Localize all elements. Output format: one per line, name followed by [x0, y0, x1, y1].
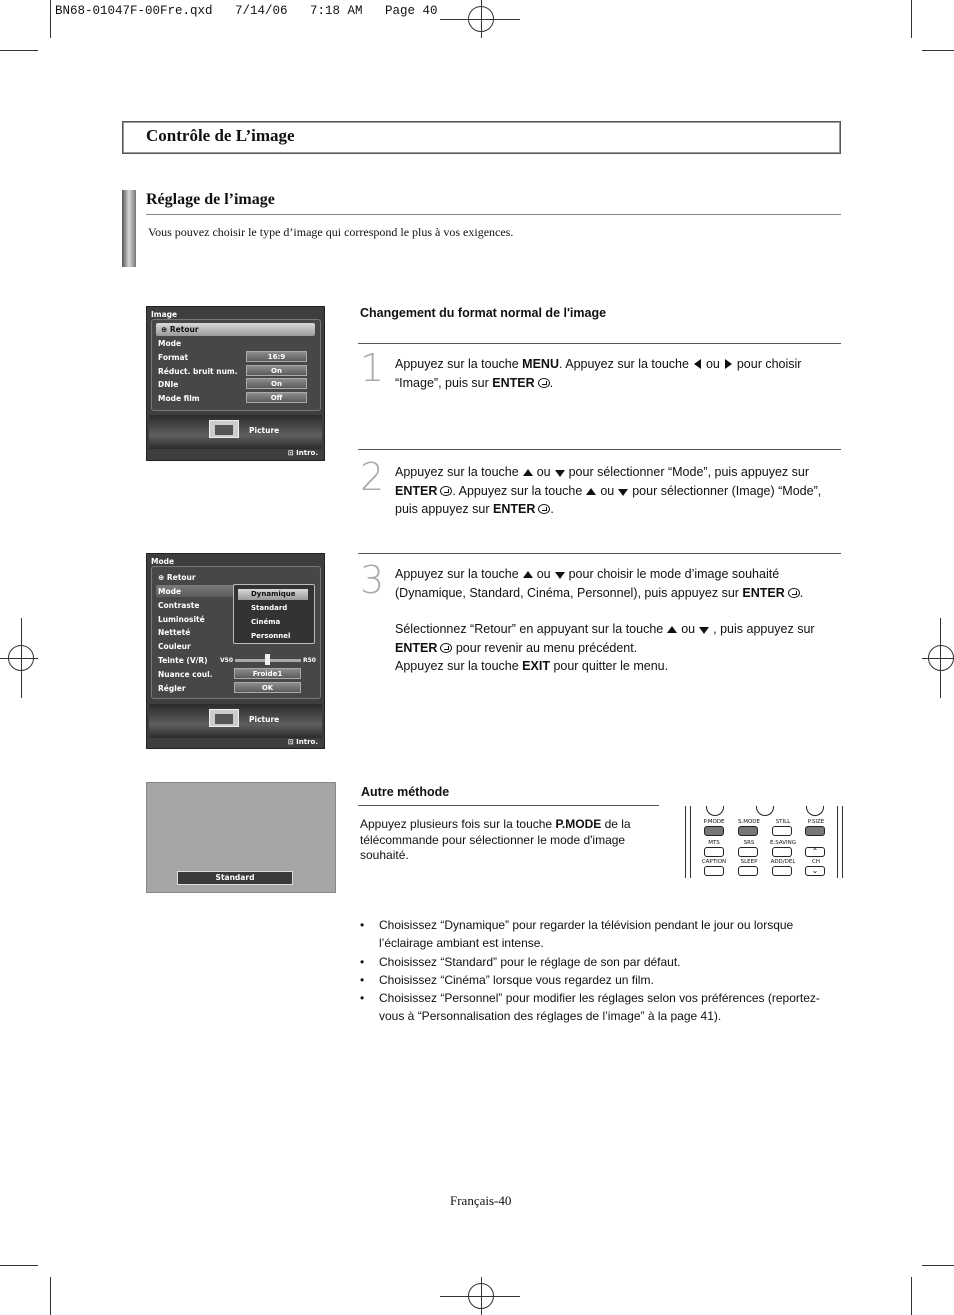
step-number: 1 [360, 346, 385, 390]
osd-title: Image [151, 310, 178, 319]
up-arrow-icon [523, 469, 533, 476]
osd-menu-item: Contraste [158, 601, 200, 610]
step-divider [358, 449, 841, 450]
up-arrow-icon [523, 571, 533, 578]
mode-bullet-list [360, 916, 820, 1026]
remote-label: S.MODE [737, 819, 761, 825]
section-title: Contrôle de L’image [146, 126, 295, 145]
osd-menu-item: ⊕ Retour [158, 573, 196, 582]
ch-up-icon[interactable]: ⌃ [805, 847, 825, 857]
popup-option: Personnel [251, 632, 291, 640]
osd-menu-item: Mode [158, 339, 182, 348]
remote-label: CAPTION [701, 859, 727, 865]
right-arrow-icon [725, 359, 732, 369]
enter-icon [788, 588, 800, 598]
osd-menu-item: ⊕ Retour [161, 325, 199, 334]
osd-mode-menu [146, 553, 325, 749]
list-item: • Choisissez “Standard” pour le réglage de son par défaut. [360, 953, 820, 971]
mts-button[interactable] [704, 847, 724, 857]
osd-value: On [246, 378, 307, 389]
osd-menu-item: Régler [158, 684, 186, 693]
adddel-button[interactable] [772, 866, 792, 876]
mode-banner: Standard [177, 871, 293, 885]
subsection-title: Réglage de l’image [146, 191, 275, 208]
enter-icon [538, 378, 550, 388]
osd-value: 16:9 [246, 351, 307, 362]
popup-option: Cinéma [251, 618, 281, 626]
still-button[interactable] [772, 826, 792, 836]
up-arrow-icon [667, 626, 677, 633]
srs-button[interactable] [738, 847, 758, 857]
caption-button[interactable] [704, 866, 724, 876]
return-icon: ⊕ [161, 325, 170, 334]
enter-icon [440, 643, 452, 653]
down-arrow-icon [618, 489, 628, 496]
osd-menu-item: DNIe [158, 380, 179, 389]
tint-slider-handle [265, 654, 270, 665]
osd-menu-item: Nuance coul. [158, 670, 213, 679]
step-2-text: Appuyez sur la touche ou pour sélectionner “Mode”, puis appuyez sur ENTER . Appuyez sur la touche ou pour sélectionner (Image) “Mode”, puis appuyez sur ENTER . [395, 465, 822, 516]
print-slug: BN68-01047F-00Fre.qxd 7/14/06 7:18 AM Page 40 [55, 4, 438, 18]
osd-menu-item: Format [158, 353, 189, 362]
step-1-text: Appuyez sur la touche MENU. Appuyez sur la touche ou pour choisir “Image”, puis sur ENTER . [395, 357, 802, 390]
remote-label: SRS [743, 840, 755, 846]
procedure-heading: Changement du format normal de l'image [360, 306, 607, 320]
remote-label: ADD/DEL [770, 859, 796, 865]
remote-label: P.MODE [703, 819, 725, 825]
osd-menu-item: Réduct. bruit num. [158, 367, 238, 376]
osd-menu-item: Mode [158, 587, 182, 596]
osd-title: Mode [151, 557, 175, 566]
down-arrow-icon [699, 627, 709, 634]
remote-label: P.SIZE [807, 819, 825, 825]
down-arrow-icon [555, 572, 565, 579]
list-item: • Choisissez “Personnel” pour modifier les réglages selon vos préférences (reportez-vous à “Personnalisation des réglages de l’image” à la page 41). [360, 989, 820, 1026]
remote-label: STILL [775, 819, 791, 825]
osd-menu-item: Couleur [158, 642, 191, 651]
remote-control-illustration [685, 806, 843, 878]
tint-left-label: V50 [220, 657, 233, 664]
osd-value: OK [234, 682, 301, 693]
tint-right-label: R50 [303, 657, 316, 664]
osd-footer-label: Picture [249, 426, 280, 435]
return-icon: ⊕ [158, 573, 167, 582]
osd-footer-label: Picture [249, 715, 280, 724]
mode-popup [233, 584, 315, 644]
psize-button[interactable] [805, 826, 825, 836]
osd-menu-item: Luminosité [158, 615, 205, 624]
alt-method-text: Appuyez plusieurs fois sur la touche P.MODE de la télécommande pour sélectionner le mode d'image souhaité. [360, 817, 631, 862]
osd-value: On [246, 365, 307, 376]
list-item: • Choisissez “Cinéma” lorsque vous regardez un film. [360, 971, 820, 989]
osd-menu-item: Teinte (V/R) [158, 656, 208, 665]
enter-icon [440, 486, 452, 496]
osd-menu-item: Mode film [158, 394, 200, 403]
page-number: Français-40 [450, 1193, 512, 1208]
step-number: 3 [360, 558, 385, 602]
enter-icon [538, 504, 550, 514]
osd-image-menu [146, 306, 325, 461]
pmode-button[interactable] [704, 826, 724, 836]
osd-menu-item: Netteté [158, 628, 191, 637]
remote-label: SLEEP [740, 859, 758, 865]
up-arrow-icon [586, 488, 596, 495]
alt-method-divider [358, 805, 659, 806]
remote-label: E.SAVING [770, 840, 796, 846]
osd-value: Off [246, 392, 307, 403]
remote-label: MTS [708, 840, 720, 846]
picture-icon [209, 709, 239, 727]
subsection-bar [122, 190, 136, 267]
picture-icon [209, 420, 239, 438]
remote-label: CH [812, 859, 820, 865]
popup-option: Dynamique [238, 589, 308, 600]
osd-standard-screen [146, 782, 336, 893]
popup-option: Standard [251, 604, 288, 612]
left-arrow-icon [694, 359, 701, 369]
step-3-text: Appuyez sur la touche ou pour choisir le mode d’image souhaité (Dynamique, Standard, Cinéma, Personnel), puis appuyez sur ENTER . Sélectionnez “Retour” en appuyant sur la touche ou , puis appuyez sur ENTER pour revenir au menu précédent. Appuyez sur la touche EXIT pour quitter le menu. [395, 567, 815, 673]
list-item: • Choisissez “Dynamique” pour regarder la télévision pendant le jour ou lorsque l’éclairage ambiant est intense. [360, 916, 820, 953]
step-number: 2 [360, 455, 385, 499]
osd-intro: ⊡ Intro. [287, 738, 318, 746]
sleep-button[interactable] [738, 866, 758, 876]
smode-button[interactable] [738, 826, 758, 836]
step-divider [358, 553, 841, 554]
subsection-divider [146, 214, 841, 215]
osd-value: Froide1 [234, 668, 301, 679]
osd-intro: ⊡ Intro. [287, 449, 318, 457]
alt-method-heading: Autre méthode [361, 785, 450, 799]
step-divider [358, 343, 841, 344]
subsection-description: Vous pouvez choisir le type d’image qui correspond le plus à vos exigences. [148, 225, 514, 239]
ch-down-icon[interactable]: ⌄ [805, 866, 825, 876]
down-arrow-icon [555, 470, 565, 477]
esaving-button[interactable] [772, 847, 792, 857]
